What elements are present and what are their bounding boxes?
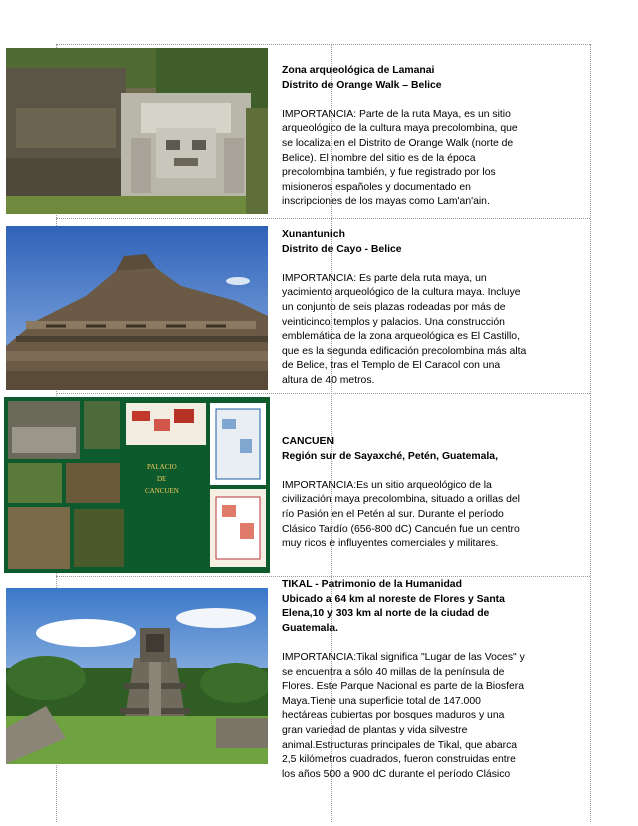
entry-subtitle: Ubicado a 64 km al noreste de Flores y Santa Elena,10 y 303 km al norte de la ciudad de Guatemala. bbox=[282, 593, 505, 634]
cancuen-text bbox=[282, 435, 528, 552]
entry-body: IMPORTANCIA: Parte de la ruta Maya, es un sitio arqueológico de la cultura maya precolombina, que se localiza en el Distrito de Orange Walk (norte de Belice). El nombre del sitio es de la época precolombina también, y fue registrado por los misioneros españoles y documentado en inscripciones de los mayas como Lam'an'ain. bbox=[282, 108, 518, 208]
entry-title: CANCUEN bbox=[282, 436, 334, 447]
table-border-right bbox=[590, 44, 591, 822]
entry-body: IMPORTANCIA:Es un sitio arqueológico de la civilización maya precolombina, situado a orillas del río Pasión en el Petén al sur. Durante el período Clásico Tardío (656-800 dC) Cancuén fue un centro muy ricos e influyentes comerciales y militares. bbox=[282, 479, 520, 550]
xunantunich-photo bbox=[6, 226, 268, 390]
xunantunich-text bbox=[282, 228, 528, 389]
entry-body: IMPORTANCIA:Tikal significa "Lugar de las Voces" y se encuentra a sólo 40 millas de la península de Flores. Este Parque Nacional es parte de la Biosfera Maya.Tiene una superficie total de 147.000 hectáreas cubiertas por bosques maduros y una gran variedad de plantas y vida silvestre animal.Estructuras principales de Tikal, que abarca 2,5 kilómetros cuadrados, fueron construidas entre los años 500 a 900 dC durante el período Clásico bbox=[282, 651, 525, 780]
tikal-text bbox=[282, 578, 528, 782]
entry-tikal bbox=[0, 576, 534, 822]
entry-title: Xunantunich bbox=[282, 229, 345, 240]
entry-subtitle: Región sur de Sayaxché, Petén, Guatemala, bbox=[282, 450, 498, 462]
entry-title: Zona arqueológica de Lamanai bbox=[282, 65, 435, 76]
entry-cancuen bbox=[0, 393, 534, 576]
lamanai-text bbox=[282, 64, 528, 210]
entry-body: IMPORTANCIA: Es parte dela ruta maya, un yacimiento arqueológico de la cultura maya. Incluye un conjunto de seis plazas rodeadas por más de veinticinco templos y palacios. Una construcción emblemática de la zona arqueológica es El Castillo, que es la segunda edificación precolombina más alta de Belice, tras el Templo de El Caracol con una altura de 40 metros. bbox=[282, 272, 527, 386]
cancuen-collage bbox=[4, 397, 270, 573]
tikal-photo bbox=[6, 588, 268, 764]
entry-lamanai bbox=[0, 44, 534, 218]
entry-title: TIKAL - Patrimonio de la Humanidad bbox=[282, 579, 462, 590]
collage-caption: PALACIO bbox=[147, 463, 177, 471]
lamanai-photo bbox=[6, 48, 268, 214]
entry-subtitle: Distrito de Orange Walk – Belice bbox=[282, 79, 442, 91]
collage-caption: CANCUEN bbox=[145, 487, 179, 495]
entry-xunantunich bbox=[0, 218, 534, 393]
entry-subtitle: Distrito de Cayo - Belice bbox=[282, 243, 402, 255]
collage-caption: DE bbox=[157, 475, 167, 483]
